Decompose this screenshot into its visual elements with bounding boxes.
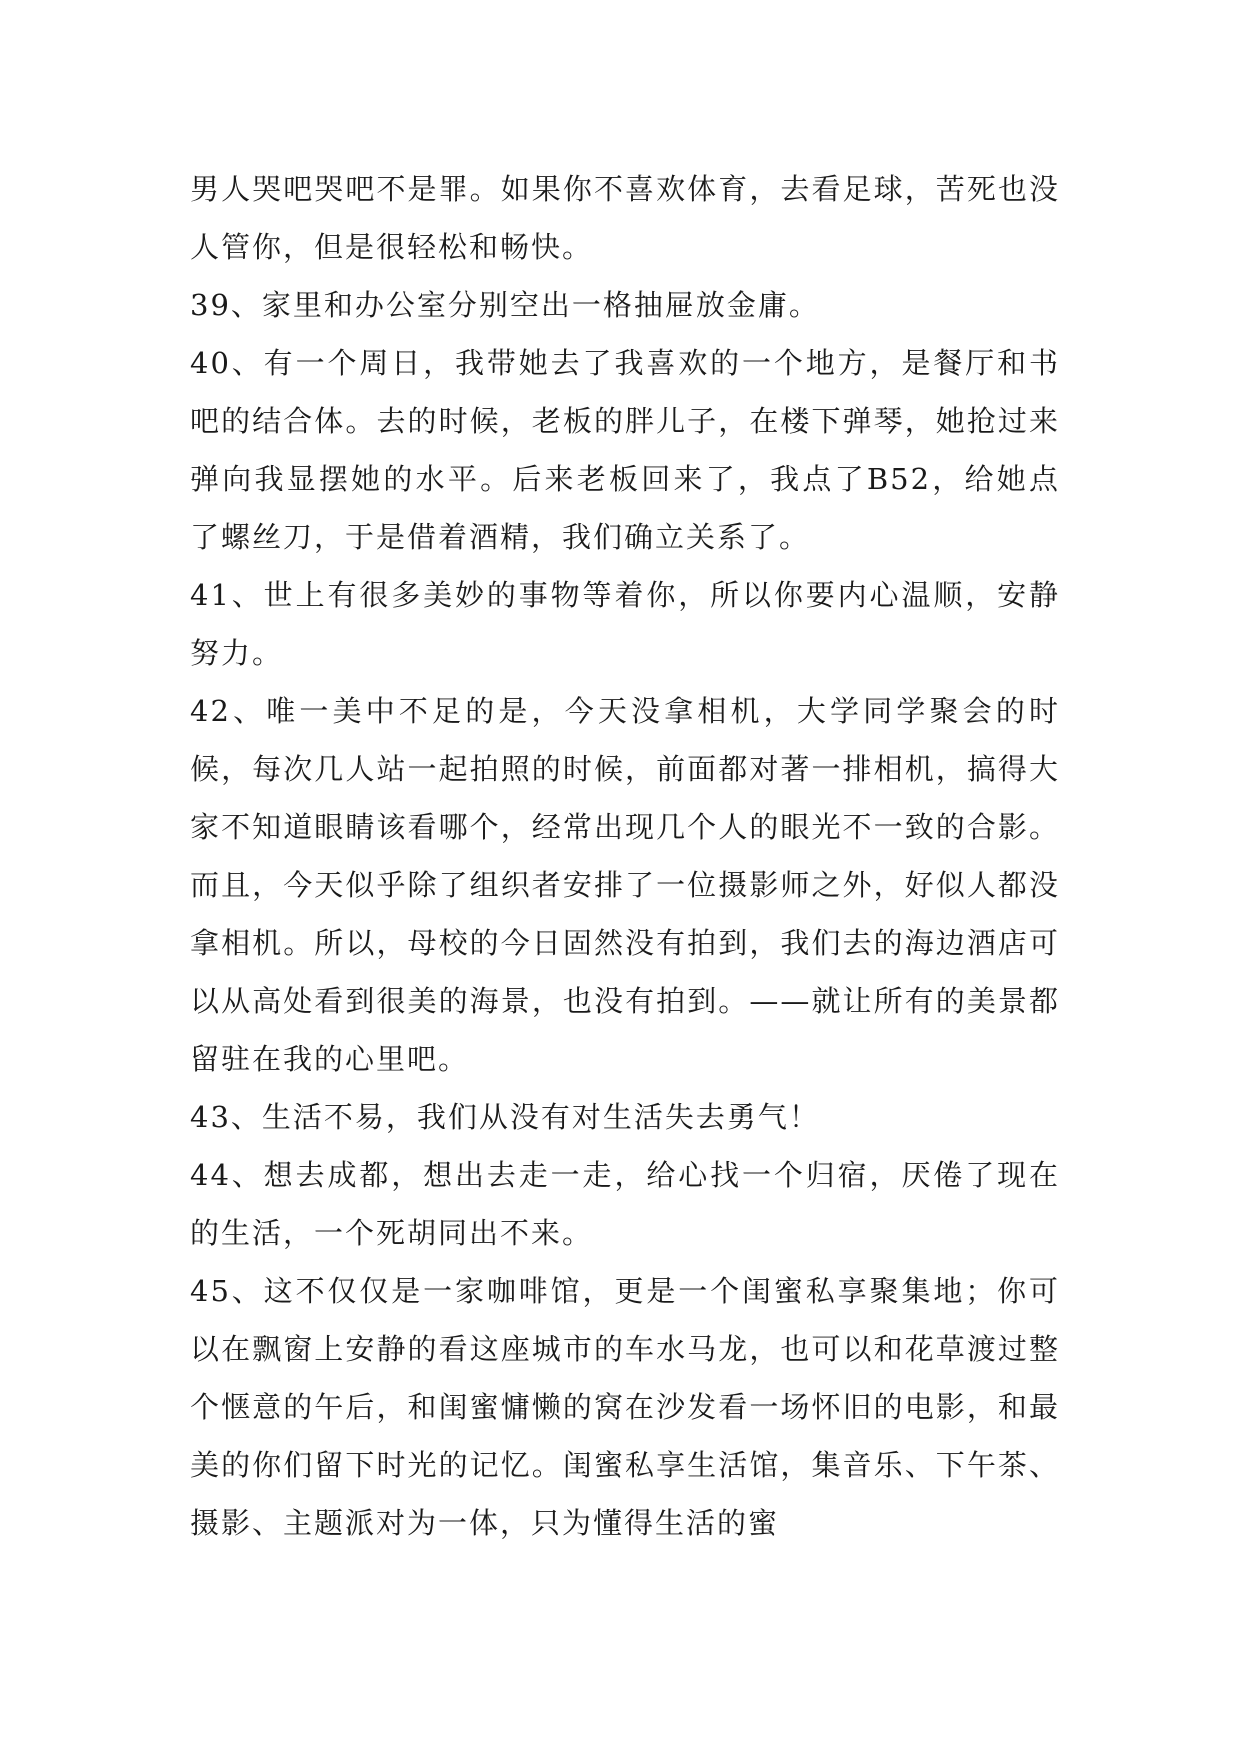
paragraph-43: 43、生活不易，我们从没有对生活失去勇气！ [190, 1100, 820, 1134]
paragraph-intro: 男人哭吧哭吧不是罪。如果你不喜欢体育，去看足球，苦死也没人管你，但是很轻松和畅快。 [190, 172, 1060, 264]
document-body [190, 160, 1060, 1552]
paragraph-39: 39、家里和办公室分别空出一格抽屉放金庸。 [190, 288, 820, 322]
paragraph-45: 45、这不仅仅是一家咖啡馆，更是一个闺蜜私享聚集地；你可以在飘窗上安静的看这座城市的车水马龙，也可以和花草渡过整个惬意的午后，和闺蜜慵懒的窝在沙发看一场怀旧的电影，和最美的你们留下时光的记忆。闺蜜私享生活馆，集音乐、下午茶、摄影、主题派对为一体，只为懂得生活的蜜 [190, 1274, 1060, 1540]
paragraph-42: 42、唯一美中不足的是，今天没拿相机，大学同学聚会的时候，每次几人站一起拍照的时候，前面都对著一排相机，搞得大家不知道眼睛该看哪个，经常出现几个人的眼光不一致的合影。而且，今天似乎除了组织者安排了一位摄影师之外，好似人都没拿相机。所以，母校的今日固然没有拍到，我们去的海边酒店可以从高处看到很美的海景，也没有拍到。——就让所有的美景都留驻在我的心里吧。 [190, 694, 1060, 1076]
paragraph-44: 44、想去成都，想出去走一走，给心找一个归宿，厌倦了现在的生活，一个死胡同出不来。 [190, 1158, 1060, 1250]
paragraph-41: 41、世上有很多美妙的事物等着你，所以你要内心温顺，安静努力。 [190, 578, 1060, 670]
paragraph-40: 40、有一个周日，我带她去了我喜欢的一个地方，是餐厅和书吧的结合体。去的时候，老板的胖儿子，在楼下弹琴，她抢过来弹向我显摆她的水平。后来老板回来了，我点了B52，给她点了螺丝刀，于是借着酒精，我们确立关系了。 [190, 346, 1060, 554]
